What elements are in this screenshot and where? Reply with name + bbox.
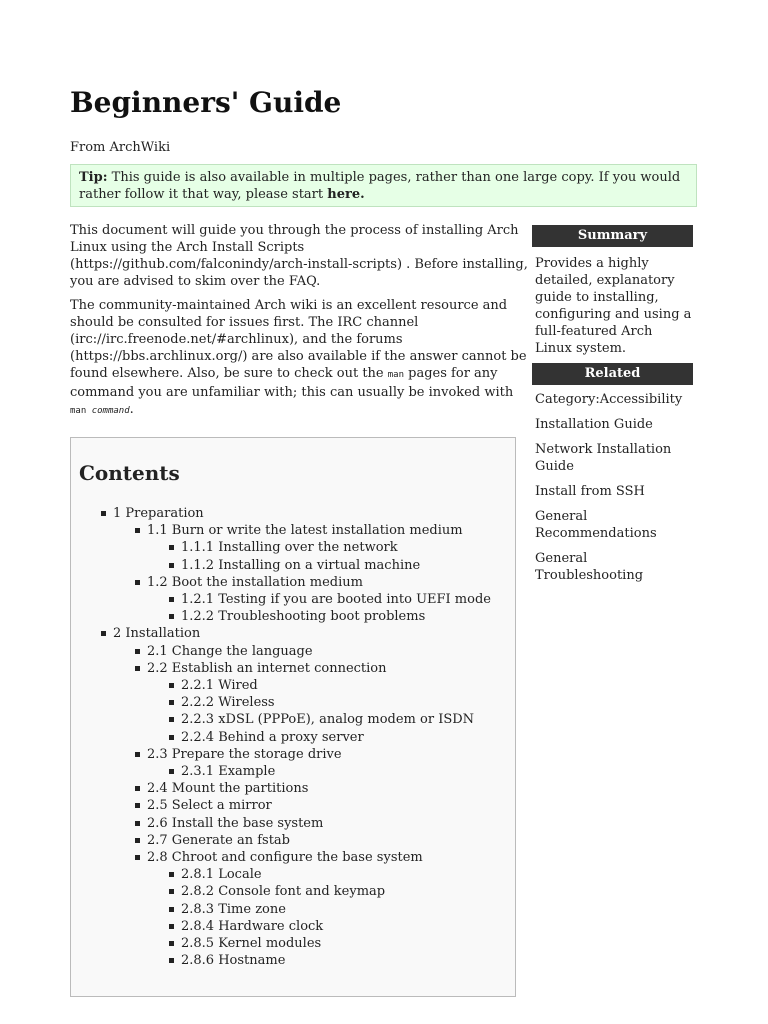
toc-link[interactable]: 2.1 Change the language bbox=[147, 643, 313, 659]
toc-link[interactable]: 2.6 Install the base system bbox=[147, 815, 324, 831]
toc-item bbox=[181, 866, 491, 883]
summary-text: Provides a highly detailed, explanatory guide to installing, configuring and using a full-featured Arch Linux system. bbox=[535, 256, 692, 356]
toc-sublist bbox=[147, 866, 491, 969]
toc-item bbox=[181, 677, 491, 694]
toc-item bbox=[147, 574, 491, 626]
toc-link[interactable]: 1.2 Boot the installation medium bbox=[147, 574, 363, 590]
toc-item bbox=[147, 522, 491, 574]
toc-link[interactable]: 2.8.2 Console font and keymap bbox=[181, 884, 386, 900]
toc-link[interactable]: 2.8.3 Time zone bbox=[181, 901, 286, 917]
toc-item bbox=[181, 694, 491, 711]
toc-item bbox=[147, 643, 491, 660]
toc-link[interactable]: 2.8.1 Locale bbox=[181, 867, 262, 883]
toc-item bbox=[181, 539, 491, 556]
man-code-word: man bbox=[70, 406, 87, 416]
toc-link[interactable]: 1.1 Burn or write the latest installation medium bbox=[147, 523, 463, 539]
toc-item bbox=[147, 797, 491, 814]
toc-item bbox=[181, 729, 491, 746]
intro-p2-text-a: The community-maintained Arch wiki is an excellent resource and should be consulted for issues first. The IRC channel (irc://irc.freenode.net/#archlinux), and the forums (https://bbs.archlinux.org/) are also available if the answer cannot be found elsewhere. Also, be sure to check out the bbox=[70, 298, 527, 381]
toc-link[interactable]: 2.3 Prepare the storage drive bbox=[147, 746, 342, 762]
intro-p2-text-b: pages for any command you are unfamiliar with; this can usually be invoked with bbox=[70, 366, 514, 400]
summary-heading: Summary bbox=[532, 225, 693, 247]
toc-link[interactable]: 2.4 Mount the partitions bbox=[147, 781, 309, 797]
intro-section bbox=[70, 222, 528, 427]
tip-box bbox=[70, 164, 697, 207]
related-heading: Related bbox=[532, 363, 693, 385]
toc-sublist bbox=[147, 591, 491, 625]
related-link[interactable]: General Troubleshooting bbox=[535, 551, 644, 583]
tip-here-link[interactable]: here. bbox=[327, 187, 365, 202]
toc-link[interactable]: 2.5 Select a mirror bbox=[147, 798, 272, 814]
related-link[interactable]: Install from SSH bbox=[535, 484, 645, 499]
toc-link[interactable]: 2.3.1 Example bbox=[181, 764, 276, 780]
toc-link[interactable]: 1 Preparation bbox=[113, 506, 204, 521]
intro-p2-text-c: . bbox=[129, 402, 134, 417]
toc-link[interactable]: 1.1.1 Installing over the network bbox=[181, 540, 398, 556]
toc-link[interactable]: 1.1.2 Installing on a virtual machine bbox=[181, 557, 421, 573]
man-code: man bbox=[387, 370, 405, 380]
toc-link[interactable]: 2.8.5 Kernel modules bbox=[181, 936, 322, 952]
toc-link[interactable]: 2 Installation bbox=[113, 626, 201, 642]
toc-item bbox=[181, 918, 491, 935]
toc-link[interactable]: 2.2.1 Wired bbox=[181, 678, 258, 694]
toc-item bbox=[147, 815, 491, 832]
intro-paragraph-1: This document will guide you through the process of installing Arch Linux using the Arch Install Scripts (https://github.com/falconindy/arch-install-scripts) . Before installing, you are advised to skim over the FAQ. bbox=[70, 223, 528, 289]
toc-item bbox=[181, 763, 491, 780]
toc-link[interactable]: 2.2 Establish an internet connection bbox=[147, 660, 387, 676]
related-link[interactable]: Network Installation Guide bbox=[535, 442, 672, 474]
toc-item bbox=[147, 832, 491, 849]
toc-item bbox=[113, 625, 491, 969]
toc-sublist bbox=[113, 643, 491, 970]
toc-item bbox=[181, 883, 491, 900]
toc-item bbox=[181, 608, 491, 625]
toc-item bbox=[181, 591, 491, 608]
toc-item bbox=[147, 660, 491, 746]
toc-item bbox=[147, 746, 491, 780]
table-of-contents bbox=[70, 437, 516, 997]
toc-item bbox=[181, 952, 491, 969]
man-command-code bbox=[70, 406, 130, 416]
page-title: Beginners' Guide bbox=[70, 86, 342, 119]
related-link[interactable]: Installation Guide bbox=[535, 417, 653, 432]
toc-link[interactable]: 2.8 Chroot and configure the base system bbox=[147, 850, 423, 866]
toc-title: Contents bbox=[79, 461, 180, 485]
sidebar bbox=[532, 225, 693, 592]
related-link[interactable]: Category:Accessibility bbox=[535, 392, 683, 407]
toc-item bbox=[181, 711, 491, 728]
toc-link[interactable]: 2.2.2 Wireless bbox=[181, 695, 275, 711]
command-code-word: command bbox=[91, 406, 130, 416]
toc-item bbox=[147, 849, 491, 969]
toc-list bbox=[113, 505, 491, 969]
toc-link[interactable]: 2.7 Generate an fstab bbox=[147, 832, 290, 848]
page-source: From ArchWiki bbox=[70, 140, 171, 155]
toc-item bbox=[181, 935, 491, 952]
toc-link[interactable]: 2.8.4 Hardware clock bbox=[181, 918, 324, 934]
toc-link[interactable]: 2.8.6 Hostname bbox=[181, 953, 286, 969]
toc-item bbox=[113, 505, 491, 625]
toc-sublist bbox=[147, 539, 491, 573]
toc-item bbox=[181, 557, 491, 574]
related-list bbox=[535, 391, 693, 584]
toc-sublist bbox=[113, 522, 491, 625]
related-link[interactable]: General Recommendations bbox=[535, 509, 657, 541]
tip-text: This guide is also available in multiple pages, rather than one large copy. If you would rather follow it that way, please start bbox=[79, 170, 681, 202]
toc-item bbox=[147, 780, 491, 797]
toc-link[interactable]: 1.2.1 Testing if you are booted into UEFI mode bbox=[181, 592, 491, 608]
toc-sublist bbox=[147, 677, 491, 746]
toc-sublist bbox=[147, 763, 491, 780]
toc-link[interactable]: 2.2.3 xDSL (PPPoE), analog modem or ISDN bbox=[181, 712, 475, 728]
intro-paragraph-2 bbox=[70, 297, 528, 420]
toc-item bbox=[181, 901, 491, 918]
toc-link[interactable]: 2.2.4 Behind a proxy server bbox=[181, 729, 364, 745]
tip-label: Tip: bbox=[79, 170, 108, 185]
toc-link[interactable]: 1.2.2 Troubleshooting boot problems bbox=[181, 609, 426, 625]
